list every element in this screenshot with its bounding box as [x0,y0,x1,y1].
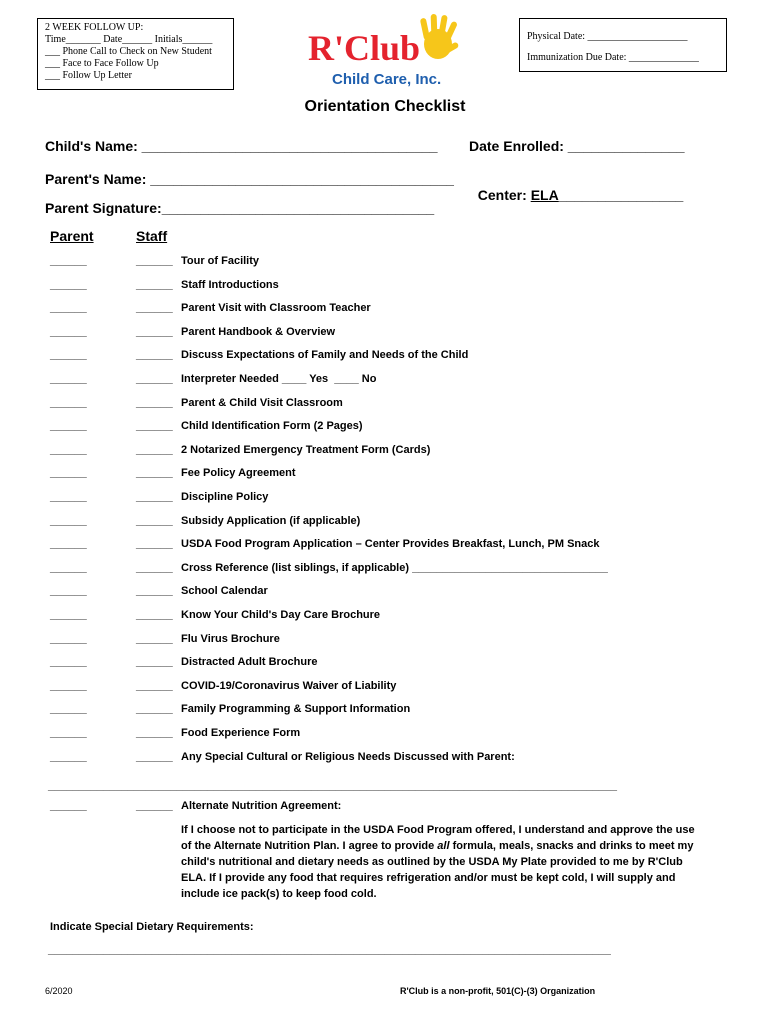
parent-initial-blank: ______ [50,609,87,621]
staff-initial-blank: ______ [136,656,173,669]
checklist-item [0,751,770,769]
parent-initial-blank: ______ [50,325,87,338]
parent-initial-blank: ______ [50,561,87,574]
parent-column-header: Parent [50,228,94,244]
checklist-item [0,420,770,438]
staff-initial-blank: ______ [136,302,173,315]
checklist-item [0,373,770,391]
checklist-item [0,255,770,273]
followup-title: 2 WEEK FOLLOW UP: [45,22,144,33]
checklist-item-label: Flu Virus Brochure [181,632,280,645]
center-field [470,171,683,203]
followup-letter-line: ___ Follow Up Letter [45,70,132,81]
checklist-item [0,633,770,651]
checklist-item [0,491,770,509]
checklist-item [0,703,770,721]
checklist-item [0,609,770,627]
checklist-item-label: Parent Visit with Classroom Teacher [181,302,371,315]
alt-nutrition-text-all: all [437,840,450,852]
checklist-item-label: Any Special Cultural or Religious Needs Discussed with Parent: [181,750,515,763]
checklist-item-label: Parent Handbook & Overview [181,325,336,338]
checklist-item-label: Know Your Child's Day Care Brochure [181,609,381,621]
parent-initial-blank: ______ [50,679,87,692]
divider-line [0,780,770,798]
physical-date-line: Physical Date: ____________________ [527,31,688,42]
physical-box [519,18,727,72]
checklist-item-label: Tour of Facility [181,255,260,267]
checklist-item-label: Staff Introductions [181,278,279,291]
checklist-item [0,585,770,603]
parent-name-field: Parent's Name: _______________________________________ [45,171,454,187]
checklist-item [0,538,770,556]
checklist-item-label: Distracted Adult Brochure [181,656,318,669]
checklist-item-label: Discipline Policy [181,491,269,503]
center-value: ELA [530,187,559,203]
staff-initial-blank: ______ [136,325,173,338]
staff-initial-blank: ______ [136,727,173,739]
parent-initial-blank: ______ [50,467,87,480]
dietary-line-text: ____________________________________________________________________________________________ [48,944,611,956]
checklist-item [0,397,770,415]
followup-phone-line: ___ Phone Call to Check on New Student [45,46,212,57]
staff-initial-blank: ______ [136,491,173,503]
checklist-item-label: Interpreter Needed ____ Yes ____ No [181,373,377,385]
staff-initial-blank: ______ [136,632,173,645]
checklist-item-label: Discuss Expectations of Family and Needs of the Child [181,349,469,362]
alt-nutrition-paragraph [181,822,701,902]
staff-initial-blank: ______ [136,703,173,716]
parent-initial-blank: ______ [50,373,87,385]
staff-initial-blank: ______ [136,396,173,409]
hand-icon [298,14,473,94]
divider-line-text: _____________________________________________________________________________________________ [48,780,617,792]
parent-initial-blank: ______ [50,302,87,315]
staff-initial-blank: ______ [136,561,173,574]
staff-initial-blank: ______ [136,467,173,480]
checklist-item [0,349,770,367]
checklist-item-label: School Calendar [181,585,268,598]
checklist-item-label: Subsidy Application (if applicable) [181,514,361,527]
staff-initial-blank: ______ [136,609,173,621]
staff-column-header: Staff [136,228,168,244]
checklist-item-label: Fee Policy Agreement [181,467,296,480]
checklist-item [0,279,770,297]
alt-nutrition-text-1: If I choose not to participate in the USDA Food Program offered, I understand and approve the use of the Alternate Nutrition Plan. I agree to provide [181,824,695,852]
date-enrolled-field: Date Enrolled: _______________ [469,138,685,154]
checklist-item-label: Family Programming & Support Information [181,703,411,716]
checklist-item-label: Parent & Child Visit Classroom [181,396,343,409]
checklist-item-label: Child Identification Form (2 Pages) [181,420,363,433]
parent-initial-blank: ______ [50,632,87,645]
logo-subtitle-text: Child Care, Inc. [332,71,442,88]
alt-nutrition-staff-blank: ______ [136,800,173,812]
staff-initial-blank: ______ [136,679,173,692]
checklist-item [0,656,770,674]
followup-face-line: ___ Face to Face Follow Up [45,58,159,69]
staff-initial-blank: ______ [136,585,173,598]
staff-initial-blank: ______ [136,443,173,456]
immunization-date-line: Immunization Due Date: ______________ [527,52,699,63]
parent-initial-blank: ______ [50,585,87,598]
alt-nutrition-row [0,800,770,818]
parent-initial-blank: ______ [50,278,87,291]
parent-initial-blank: ______ [50,349,87,362]
parent-initial-blank: ______ [50,396,87,409]
followup-time-line: Time_______ Date______ Initials______ [45,34,213,45]
followup-box [37,18,234,90]
checklist-item-label: Food Experience Form [181,727,301,739]
checklist-item [0,727,770,745]
dietary-line [0,944,770,962]
parent-initial-blank: ______ [50,538,87,551]
center-label: Center: [477,187,531,203]
checklist-item-label: Cross Reference (list siblings, if applicable) ________________________________ [181,561,608,574]
dietary-label-text: Indicate Special Dietary Requirements: [50,921,254,933]
parent-initial-blank: ______ [50,255,87,267]
checklist-item [0,444,770,462]
alt-nutrition-text-2: formula, meals, snacks and drinks to meet my child's nutritional and dietary needs as outlined by the USDA My Plate provided to me by R'Club ELA. If I provide any food that requires refrigeration and/or must be kept cold, I will supply and include ice pack(s) to keep food cold. [181,840,694,900]
checklist-item-label: 2 Notarized Emergency Treatment Form (Cards) [181,443,431,456]
child-name-field: Child's Name: ______________________________________ [45,138,438,154]
center-tail: ________________ [558,187,684,203]
checklist-item [0,562,770,580]
parent-initial-blank: ______ [50,703,87,716]
dietary-label [0,921,770,939]
alt-nutrition-parent-blank: ______ [50,800,87,812]
page-title: Orientation Checklist [304,98,466,115]
footer-date: 6/2020 [45,986,73,996]
staff-initial-blank: ______ [136,514,173,527]
footer-org: R'Club is a non-profit, 501(C)-(3) Organization [400,986,596,996]
parent-initial-blank: ______ [50,420,87,433]
parent-initial-blank: ______ [50,750,87,763]
staff-initial-blank: ______ [136,373,173,385]
staff-initial-blank: ______ [136,538,173,551]
staff-initial-blank: ______ [136,750,173,763]
parent-initial-blank: ______ [50,727,87,739]
checklist-item [0,302,770,320]
checklist-item-label: USDA Food Program Application – Center Provides Breakfast, Lunch, PM Snack [181,538,600,551]
parent-signature-field: Parent Signature:___________________________________ [45,200,435,216]
staff-initial-blank: ______ [136,349,173,362]
parent-initial-blank: ______ [50,514,87,527]
checklist-item [0,467,770,485]
rclub-logo [298,14,473,94]
parent-initial-blank: ______ [50,443,87,456]
alt-nutrition-label: Alternate Nutrition Agreement: [181,800,342,812]
checklist-item [0,680,770,698]
staff-initial-blank: ______ [136,255,173,267]
staff-initial-blank: ______ [136,420,173,433]
checklist-item [0,515,770,533]
logo-brand-text: R'Club [308,28,421,68]
checklist-item-label: COVID-19/Coronavirus Waiver of Liability [181,679,397,692]
staff-initial-blank: ______ [136,278,173,291]
parent-initial-blank: ______ [50,656,87,669]
parent-initial-blank: ______ [50,491,87,503]
checklist-item [0,326,770,344]
